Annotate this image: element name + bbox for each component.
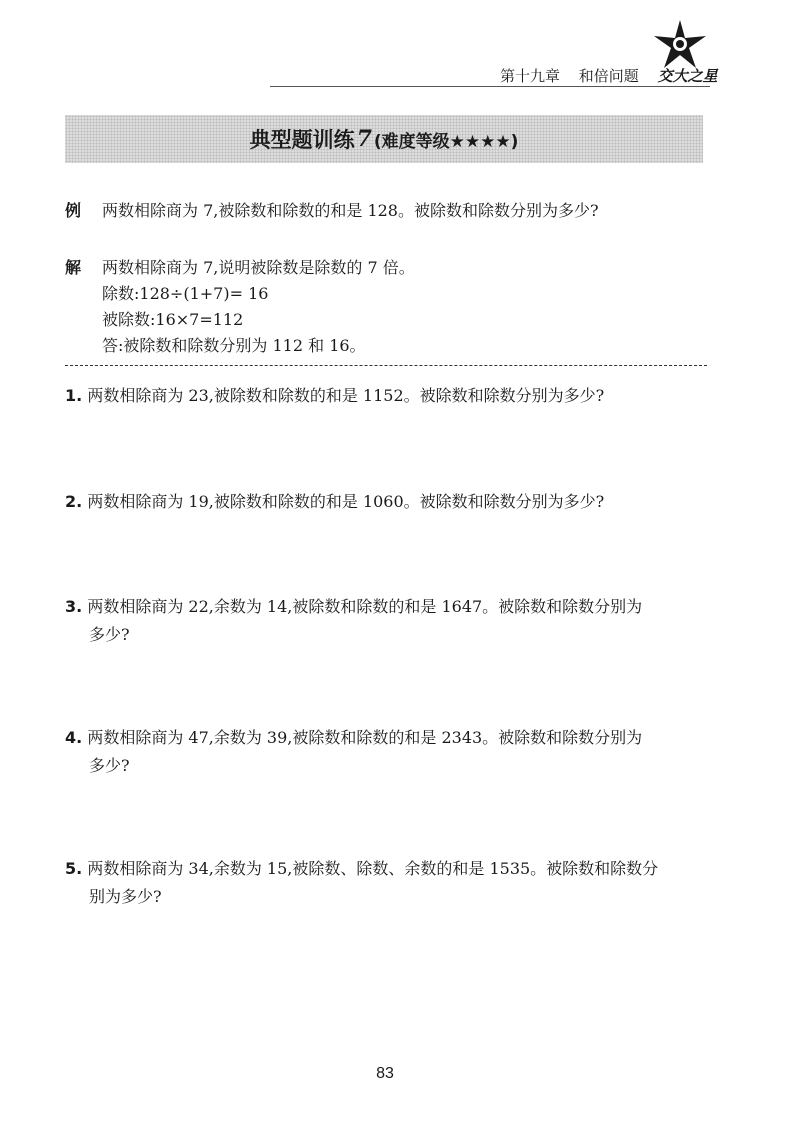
topic-label: 和倍问题 (578, 67, 639, 85)
example-block (65, 198, 599, 224)
header-rule (270, 86, 710, 87)
question-1 (65, 382, 715, 410)
question-text: 两数相除商为 23,被除数和除数的和是 1152。被除数和除数分别为多少? (87, 386, 605, 405)
example-label: 例 (65, 201, 82, 220)
section-title-band (65, 115, 703, 163)
solution-line-1: 两数相除商为 7,说明被除数是除数的 7 倍。 (102, 258, 415, 277)
solution-block (65, 255, 415, 359)
question-text: 两数相除商为 19,被除数和除数的和是 1060。被除数和除数分别为多少? (87, 492, 605, 511)
question-text: 两数相除商为 22,余数为 14,被除数和除数的和是 1647。被除数和除数分别为 (87, 597, 643, 616)
question-number: 3. (65, 597, 83, 616)
chapter-label: 第十九章 (500, 67, 561, 85)
section-title: 典型题训练 (249, 128, 355, 152)
question-text-continued: 多少? (89, 756, 130, 775)
solution-line-3: 被除数:16×7=112 (102, 310, 244, 329)
dashed-divider (65, 365, 707, 366)
question-number: 2. (65, 492, 83, 511)
question-text-continued: 多少? (89, 625, 130, 644)
question-4 (65, 724, 715, 780)
star-logo-icon (650, 18, 710, 70)
question-5 (65, 855, 715, 911)
question-number: 4. (65, 728, 83, 747)
question-number: 1. (65, 386, 83, 405)
solution-label: 解 (65, 258, 82, 277)
question-text: 两数相除商为 34,余数为 15,被除数、除数、余数的和是 1535。被除数和除数分 (87, 859, 659, 878)
question-3 (65, 593, 715, 649)
question-text-continued: 别为多少? (89, 887, 162, 906)
page-number: 83 (376, 1065, 394, 1082)
solution-line-2: 除数:128÷(1+7)= 16 (102, 284, 269, 303)
brand-label: 交大之星 (657, 67, 718, 85)
question-text: 两数相除商为 47,余数为 39,被除数和除数的和是 2343。被除数和除数分别为 (87, 728, 643, 747)
difficulty-rating: (难度等级★★★★) (373, 131, 519, 152)
question-number: 5. (65, 859, 83, 878)
example-text: 两数相除商为 7,被除数和除数的和是 128。被除数和除数分别为多少? (102, 201, 599, 220)
section-number: 7 (356, 126, 372, 152)
solution-line-4: 答:被除数和除数分别为 112 和 16。 (102, 336, 366, 355)
question-2 (65, 488, 715, 516)
